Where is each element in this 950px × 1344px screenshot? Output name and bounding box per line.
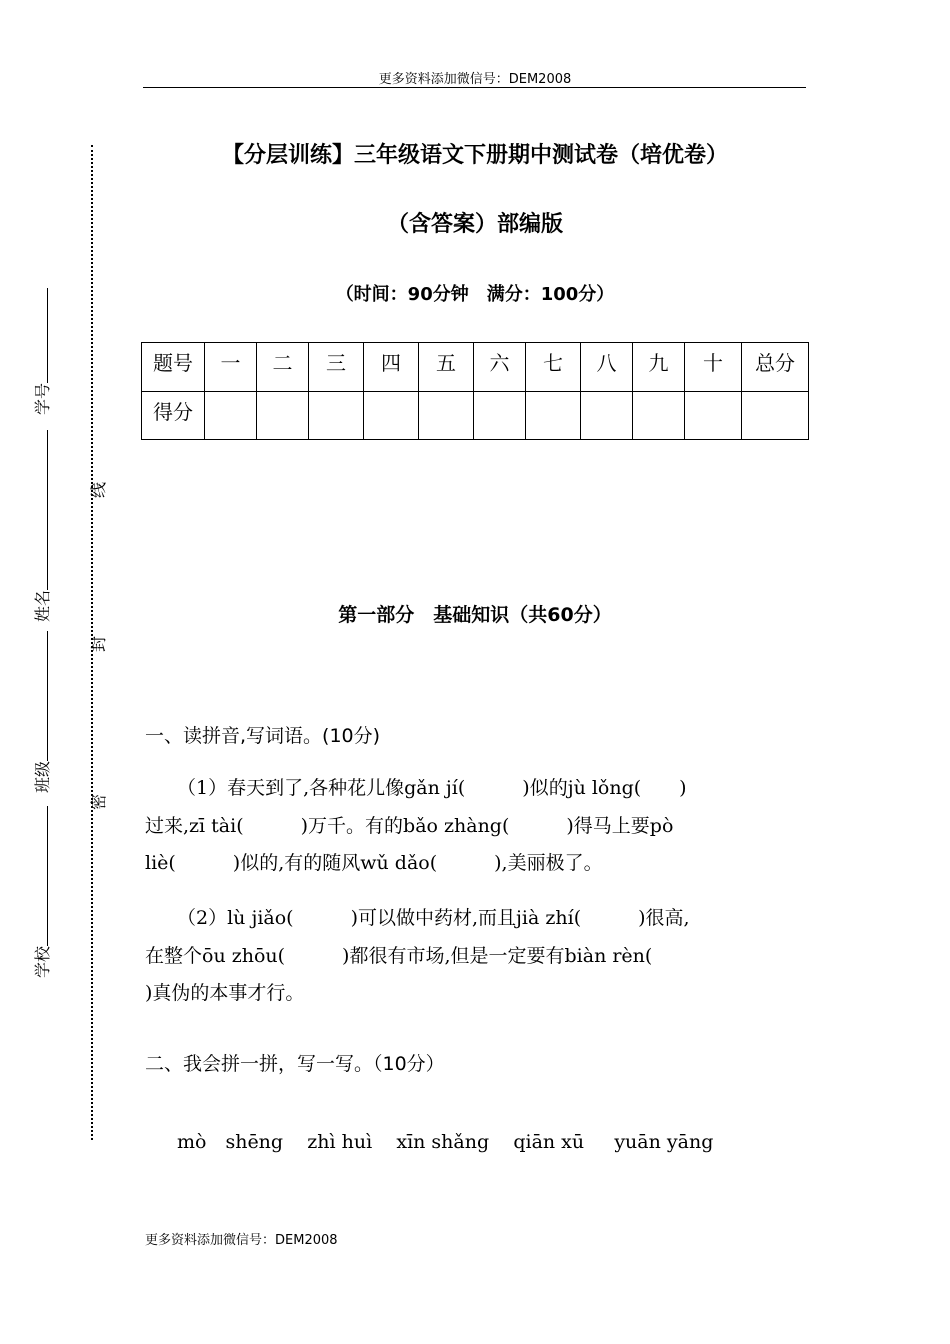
- score-table-header-cell: 题号: [142, 343, 205, 392]
- score-cell[interactable]: [419, 391, 474, 440]
- q1-p2-line1: （2）lù jiǎo( )可以做中药材,而且jià zhí( )很高,: [177, 907, 690, 929]
- q2-pinyin-row: [177, 1127, 713, 1154]
- score-table-header-cell: 一: [205, 343, 257, 392]
- field-school-label: 学校: [33, 945, 52, 978]
- score-table-header-cell: 六: [474, 343, 526, 392]
- score-cell[interactable]: [474, 391, 526, 440]
- q1-p1-line3: liè( )似的,有的随风wǔ dǎo( ),美丽极了。: [145, 852, 603, 874]
- seal-mark-seal: 封: [89, 635, 108, 652]
- section-title: 第一部分 基础知识（共60分）: [338, 604, 612, 626]
- score-table-header-cell: 八: [581, 343, 633, 392]
- score-cell[interactable]: [633, 391, 685, 440]
- page-title: 【分层训练】三年级语文下册期中测试卷（培优卷）: [221, 143, 728, 168]
- score-cell[interactable]: [309, 391, 364, 440]
- score-cell[interactable]: [364, 391, 419, 440]
- field-name: [30, 430, 53, 622]
- q2-pinyin-item: zhì huì: [307, 1131, 373, 1153]
- q2-pinyin-item: xīn shǎng: [396, 1131, 490, 1153]
- footer-note: 更多资料添加微信号：DEM2008: [145, 1233, 338, 1248]
- field-school: [30, 806, 53, 978]
- q2-pinyin-item: mò shēng: [177, 1131, 284, 1153]
- page-title-line2: （含答案）部编版: [386, 212, 563, 237]
- field-student-number: [30, 288, 53, 415]
- score-table-header-cell: 三: [309, 343, 364, 392]
- score-table-score-label: 得分: [142, 391, 205, 440]
- seal-mark-close: 密: [89, 793, 108, 810]
- exam-time-score: （时间：90分钟 满分：100分）: [335, 284, 615, 305]
- score-table-header-cell: 五: [419, 343, 474, 392]
- score-table-header-cell: 七: [526, 343, 581, 392]
- q1-p2-line2: 在整个ōu zhōu( )都很有市场,但是一定要有biàn rèn(: [145, 944, 653, 967]
- q1-p1-line2: 过来,zī tài( )万千。有的bǎo zhàng( )得马上要pò: [145, 814, 674, 837]
- score-table-header-cell: 九: [633, 343, 685, 392]
- header-divider: [143, 87, 806, 88]
- score-cell[interactable]: [581, 391, 633, 440]
- score-table-header-cell: 总分: [742, 343, 809, 392]
- field-class-label: 班级: [33, 760, 52, 793]
- score-table-header-cell: 十: [685, 343, 742, 392]
- score-table-header-cell: 二: [257, 343, 309, 392]
- score-table-score-row: [142, 391, 809, 440]
- score-cell[interactable]: [205, 391, 257, 440]
- field-student-number-label: 学号: [33, 382, 52, 415]
- q1-heading: 一、读拼音,写词语。(10分): [145, 725, 381, 747]
- score-cell[interactable]: [526, 391, 581, 440]
- q1-paragraph-1: [145, 770, 807, 883]
- q1-paragraph-2: [145, 900, 807, 1013]
- score-cell[interactable]: [742, 391, 809, 440]
- score-cell[interactable]: [257, 391, 309, 440]
- score-table-header-row: [142, 343, 809, 392]
- score-cell[interactable]: [685, 391, 742, 440]
- q1-p2-line3: )真伪的本事才行。: [145, 982, 305, 1004]
- field-name-label: 姓名: [33, 589, 52, 622]
- q2-heading: 二、我会拼一拼，写一写。（10分）: [145, 1053, 445, 1075]
- header-note: 更多资料添加微信号：DEM2008: [378, 72, 572, 87]
- score-table: [141, 342, 809, 440]
- q2-pinyin-item: yuān yāng: [614, 1131, 714, 1153]
- seal-mark-line: 线: [89, 481, 108, 498]
- field-class: [30, 631, 53, 793]
- score-table-header-cell: 四: [364, 343, 419, 392]
- q1-p1-line1: （1）春天到了,各种花儿像gǎn jí( )似的jù lǒng( ): [177, 777, 687, 799]
- q2-pinyin-item: qiān xū: [513, 1131, 585, 1153]
